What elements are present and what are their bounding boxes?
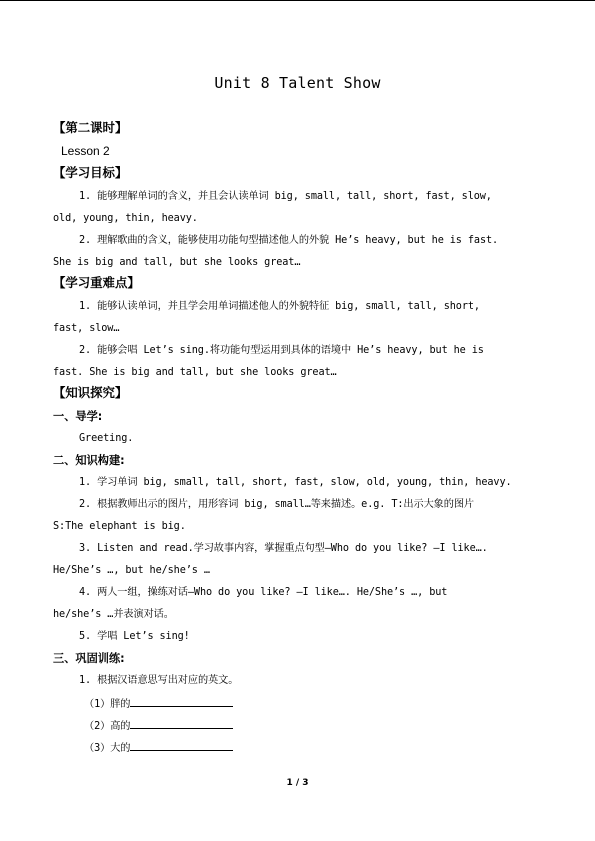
build-heading: 二、知识构建: (53, 454, 125, 467)
build-item-4-line-1: 4. 两人一组，操练对话—Who do you like? —I like…. He/She’s …, but (79, 587, 448, 598)
answer-blank-3[interactable] (130, 740, 233, 751)
key-points-item-1-line-2: fast, slow… (53, 323, 120, 334)
practice-question-1 (84, 696, 584, 712)
build-item-3-line-1: 3. Listen and read.学习故事内容，掌握重点句型—Who do you like? —I like…. (79, 543, 488, 554)
goals-item-2-line-1: 2. 理解歌曲的含义，能够使用功能句型描述他人的外貌 He’s heavy, but he is fast. (79, 235, 499, 246)
answer-blank-1[interactable] (130, 696, 233, 707)
key-points-heading: 【学习重难点】 (53, 275, 140, 290)
practice-question-3-label: （3）大的 (84, 743, 131, 754)
build-item-5: 5. 学唱 Let’s sing! (79, 631, 190, 642)
build-item-4-line-2: he/she’s …并表演对话。 (53, 609, 174, 620)
key-points-item-1-line-1: 1. 能够认读单词，并且学会用单词描述他人的外貌特征 big, small, tall, short, (79, 301, 480, 312)
answer-blank-2[interactable] (130, 718, 233, 729)
practice-question-2-label: （2）高的 (84, 721, 131, 732)
document-title: Unit 8 Talent Show (214, 74, 381, 92)
practice-question-2 (84, 718, 584, 734)
build-item-2-line-1: 2. 根据教师出示的图片，用形容词 big, small…等来描述。e.g. T:出示大象的图片 (79, 499, 475, 510)
build-item-3-line-2: He/She’s …, but he/she’s … (53, 565, 210, 576)
top-border (0, 0, 595, 1)
build-item-1: 1. 学习单词 big, small, tall, short, fast, slow, old, young, thin, heavy. (79, 477, 512, 488)
guide-text: Greeting. (79, 433, 134, 444)
goals-item-2-line-2: She is big and tall, but she looks great… (53, 257, 301, 268)
key-points-item-2-line-2: fast. She is big and tall, but she looks great… (53, 367, 337, 378)
explore-heading: 【知识探究】 (53, 385, 128, 400)
practice-question-1-label: （1）胖的 (84, 699, 131, 710)
lesson-section-heading: 【第二课时】 (53, 120, 128, 135)
key-points-item-2-line-1: 2. 能够会唱 Let’s sing.将功能句型运用到具体的语境中 He’s heavy, but he is (79, 345, 484, 356)
lesson-label: Lesson 2 (61, 144, 110, 158)
guide-heading: 一、导学: (53, 410, 103, 423)
practice-question-3 (84, 740, 584, 756)
goals-item-1-line-2: old, young, thin, heavy. (53, 213, 198, 224)
page-number: 1 / 3 (286, 778, 309, 788)
goals-item-1-line-1: 1. 能够理解单词的含义，并且会认读单词 big, small, tall, short, fast, slow, (79, 191, 492, 202)
goals-heading: 【学习目标】 (53, 165, 128, 180)
practice-item-1: 1. 根据汉语意思写出对应的英文。 (79, 675, 239, 686)
build-item-2-line-2: S:The elephant is big. (53, 521, 186, 532)
practice-heading: 三、巩固训练: (53, 652, 125, 665)
